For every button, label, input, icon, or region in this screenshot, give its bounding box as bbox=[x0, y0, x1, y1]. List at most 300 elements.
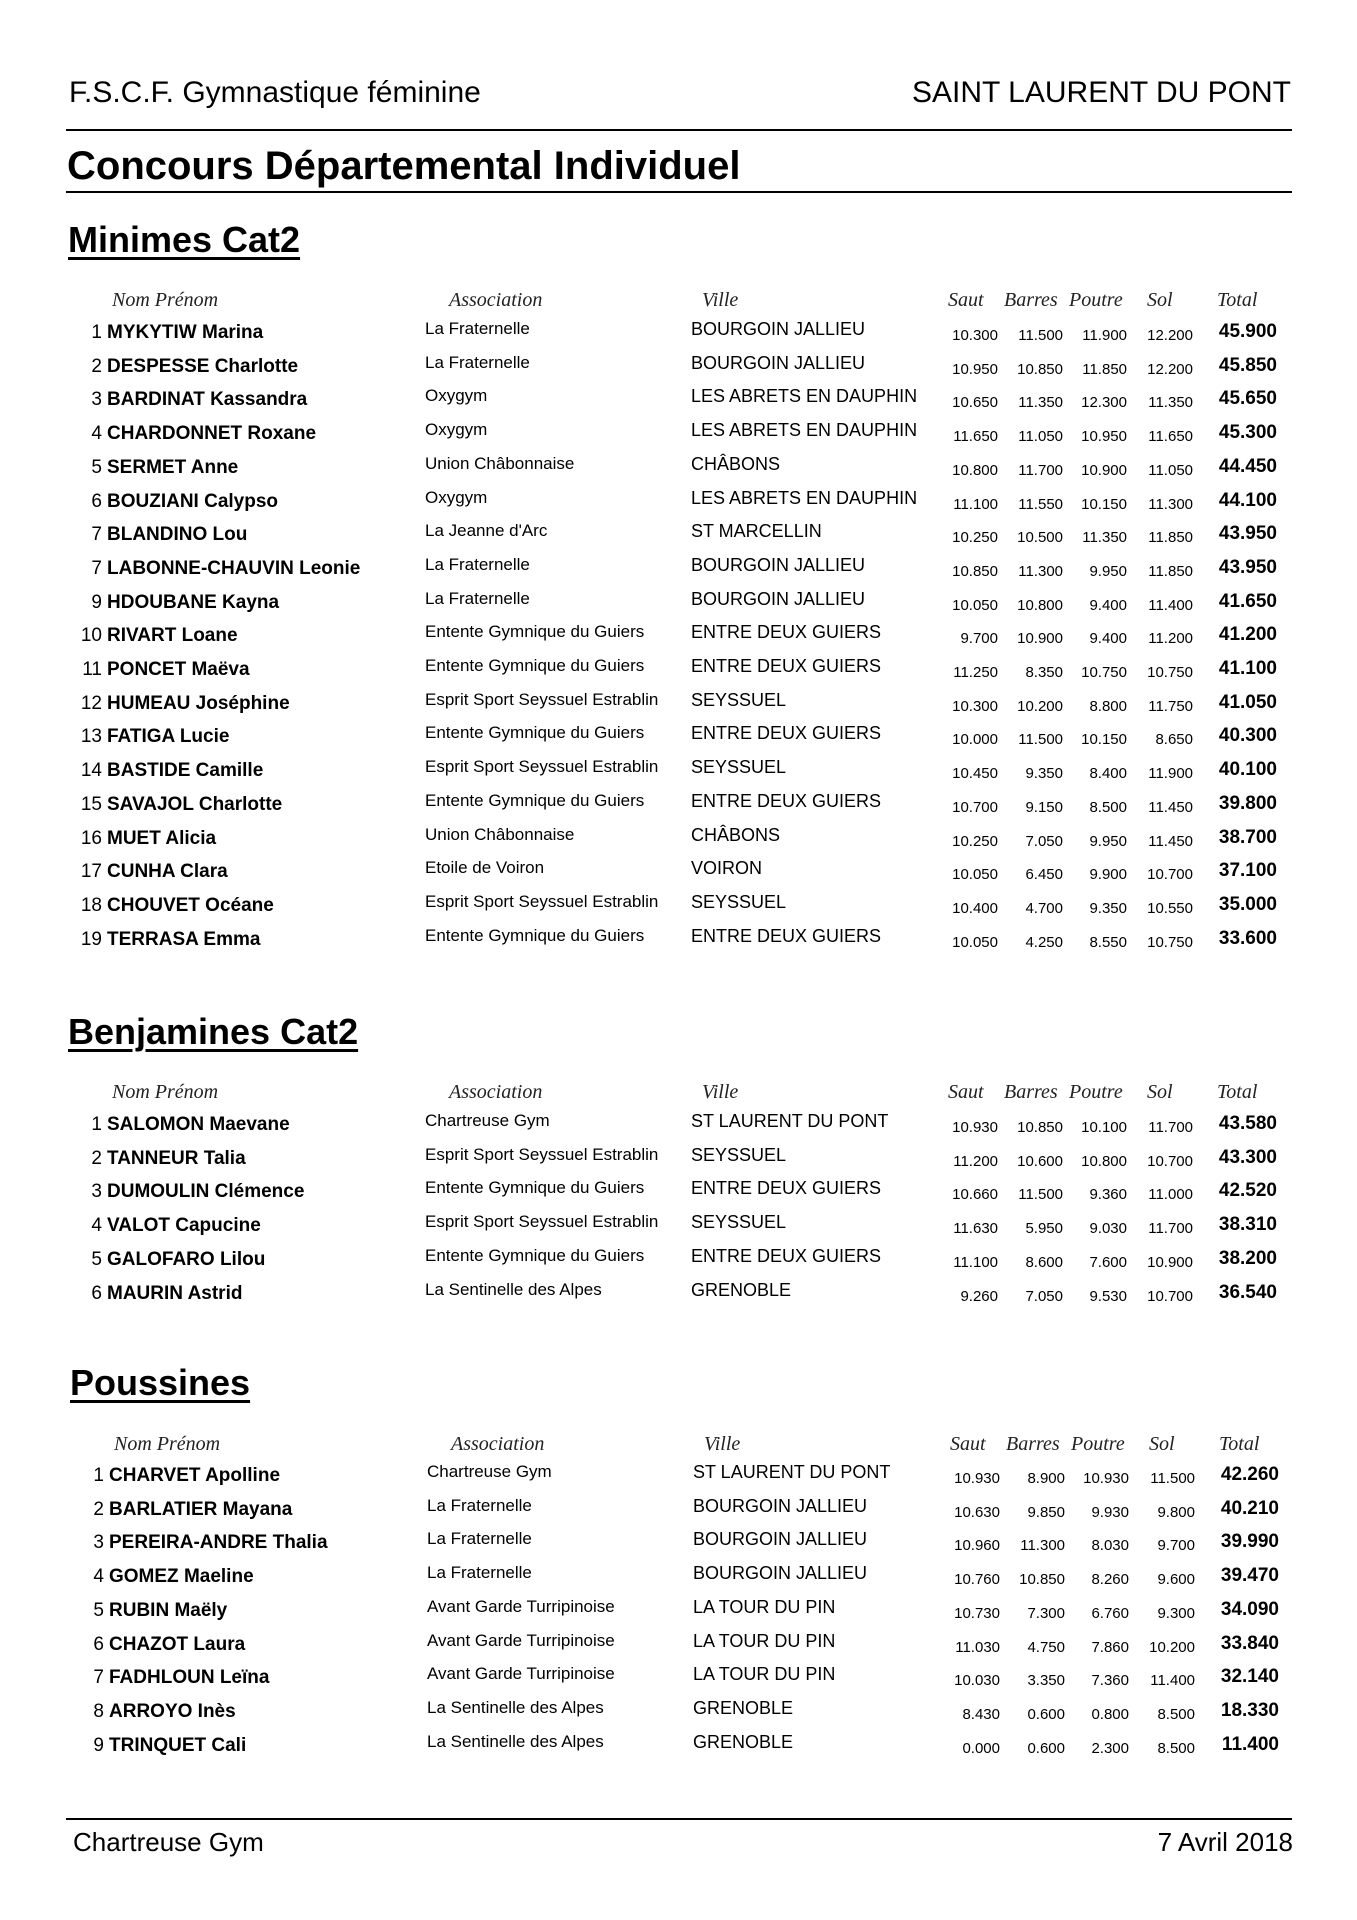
cell-rank: 2 bbox=[91, 1147, 102, 1169]
cell-sol: 9.800 bbox=[1157, 1503, 1195, 1521]
title-rule bbox=[66, 191, 1292, 193]
cell-saut: 10.960 bbox=[954, 1537, 1000, 1555]
cell-sol: 11.400 bbox=[1148, 596, 1193, 614]
cell-saut: 10.250 bbox=[952, 529, 998, 547]
table-row bbox=[0, 1178, 1357, 1212]
cell-saut: 10.300 bbox=[952, 697, 998, 715]
cell-total: 45.650 bbox=[1218, 388, 1277, 410]
cell-sol: 10.550 bbox=[1147, 899, 1193, 917]
cell-sol: 11.200 bbox=[1148, 630, 1193, 648]
cell-barres: 10.850 bbox=[1019, 1571, 1065, 1589]
cell-poutre: 10.100 bbox=[1081, 1119, 1127, 1136]
table-row bbox=[0, 690, 1357, 724]
cell-poutre: 7.600 bbox=[1089, 1253, 1127, 1271]
cell-sol: 11.700 bbox=[1148, 1220, 1193, 1238]
cell-total: 33.600 bbox=[1218, 927, 1277, 949]
cell-saut: 11.030 bbox=[955, 1638, 1000, 1656]
cell-saut: 10.930 bbox=[952, 1119, 998, 1136]
table-row bbox=[0, 488, 1357, 522]
cell-name: PEREIRA-ANDRE Thalia bbox=[109, 1532, 328, 1554]
cell-rank: 3 bbox=[91, 1181, 102, 1203]
cell-rank: 13 bbox=[80, 726, 102, 748]
column-header-association: Association bbox=[449, 289, 543, 311]
cell-total: 39.800 bbox=[1218, 792, 1277, 814]
cell-name: LABONNE-CHAUVIN Leonie bbox=[107, 557, 361, 579]
cell-name: BOUZIANI Calypso bbox=[107, 490, 279, 512]
cell-poutre: 0.800 bbox=[1091, 1705, 1129, 1723]
cell-sol: 10.700 bbox=[1147, 1287, 1193, 1305]
cell-ville: ENTRE DEUX GUIERS bbox=[691, 723, 882, 744]
cell-name: GOMEZ Maeline bbox=[109, 1566, 254, 1588]
table-row bbox=[0, 1212, 1357, 1246]
cell-total: 44.100 bbox=[1218, 489, 1277, 511]
cell-name: MUET Alicia bbox=[107, 827, 217, 849]
cell-barres: 4.750 bbox=[1027, 1638, 1065, 1656]
cell-saut: 10.300 bbox=[952, 327, 998, 344]
cell-total: 41.650 bbox=[1218, 590, 1277, 612]
cell-sol: 11.850 bbox=[1148, 529, 1193, 547]
column-header-association: Association bbox=[449, 1081, 543, 1103]
table-row bbox=[0, 825, 1357, 859]
cell-saut: 10.450 bbox=[952, 765, 998, 783]
cell-poutre: 2.300 bbox=[1091, 1739, 1129, 1757]
cell-barres: 8.350 bbox=[1025, 664, 1063, 681]
cell-total: 39.990 bbox=[1220, 1531, 1279, 1553]
cell-total: 43.950 bbox=[1218, 556, 1277, 578]
cell-poutre: 12.300 bbox=[1081, 394, 1127, 412]
cell-barres: 11.500 bbox=[1018, 327, 1063, 344]
cell-name: PONCET Maëva bbox=[107, 659, 250, 680]
cell-rank: 7 bbox=[91, 524, 102, 546]
header-left: F.S.C.F. Gymnastique féminine bbox=[69, 76, 481, 109]
cell-name: BARDINAT Kassandra bbox=[107, 389, 308, 411]
table-row bbox=[0, 1280, 1357, 1314]
cell-rank: 8 bbox=[93, 1700, 104, 1722]
cell-name: CHARVET Apolline bbox=[109, 1465, 281, 1486]
cell-poutre: 9.400 bbox=[1089, 630, 1127, 648]
cell-poutre: 9.950 bbox=[1089, 562, 1127, 580]
cell-ville: ENTRE DEUX GUIERS bbox=[691, 656, 882, 676]
cell-sol: 12.200 bbox=[1147, 327, 1193, 344]
table-row bbox=[2, 1563, 1357, 1597]
cell-ville: ST LAURENT DU PONT bbox=[691, 1111, 889, 1131]
cell-total: 38.700 bbox=[1218, 826, 1277, 848]
ranking-section bbox=[0, 218, 1357, 951]
cell-ville: LES ABRETS EN DAUPHIN bbox=[691, 487, 918, 508]
cell-poutre: 10.930 bbox=[1083, 1470, 1129, 1487]
cell-total: 45.850 bbox=[1218, 354, 1277, 376]
column-header-ville: Ville bbox=[704, 1433, 741, 1455]
footer-rule bbox=[66, 1818, 1292, 1820]
cell-name: FADHLOUN Leïna bbox=[109, 1667, 270, 1689]
table-row bbox=[0, 757, 1357, 791]
table-row bbox=[0, 1246, 1357, 1280]
cell-association: La Fraternelle bbox=[427, 1495, 532, 1515]
cell-sol: 10.700 bbox=[1147, 1152, 1193, 1170]
cell-barres: 11.300 bbox=[1020, 1537, 1065, 1555]
column-header-name: Nom Prénom bbox=[114, 1433, 221, 1455]
table-row bbox=[2, 1597, 1357, 1631]
cell-poutre: 11.900 bbox=[1082, 327, 1127, 344]
cell-barres: 0.600 bbox=[1027, 1739, 1065, 1757]
cell-association: La Fraternelle bbox=[425, 554, 530, 574]
cell-poutre: 9.950 bbox=[1089, 832, 1127, 850]
cell-poutre: 10.150 bbox=[1081, 731, 1127, 749]
column-header-poutre: Poutre bbox=[1071, 1433, 1125, 1455]
cell-association: La Fraternelle bbox=[425, 352, 530, 372]
cell-saut: 10.950 bbox=[952, 360, 998, 378]
cell-saut: 10.800 bbox=[952, 461, 998, 479]
cell-ville: BOURGOIN JALLIEU bbox=[691, 319, 866, 339]
cell-name: CUNHA Clara bbox=[107, 861, 228, 883]
cell-total: 39.470 bbox=[1220, 1565, 1279, 1587]
cell-poutre: 10.750 bbox=[1081, 664, 1127, 681]
column-header-sol: Sol bbox=[1149, 1433, 1175, 1455]
cell-rank: 1 bbox=[91, 322, 102, 343]
cell-saut: 10.400 bbox=[952, 899, 998, 917]
cell-poutre: 9.030 bbox=[1089, 1220, 1127, 1238]
cell-poutre: 9.400 bbox=[1089, 596, 1127, 614]
column-header-saut: Saut bbox=[948, 1081, 984, 1103]
cell-total: 42.520 bbox=[1218, 1180, 1277, 1202]
cell-ville: ST MARCELLIN bbox=[691, 521, 822, 542]
cell-rank: 5 bbox=[93, 1599, 104, 1621]
cell-name: TANNEUR Talia bbox=[107, 1147, 246, 1169]
cell-ville: GRENOBLE bbox=[693, 1731, 794, 1752]
cell-name: RIVART Loane bbox=[107, 625, 238, 647]
cell-rank: 5 bbox=[91, 1248, 102, 1270]
cell-saut: 11.100 bbox=[953, 1253, 998, 1271]
table-row bbox=[0, 319, 1357, 353]
cell-sol: 9.700 bbox=[1157, 1537, 1195, 1555]
cell-total: 36.540 bbox=[1218, 1281, 1277, 1303]
cell-rank: 5 bbox=[91, 456, 102, 478]
cell-association: Avant Garde Turripinoise bbox=[427, 1664, 615, 1684]
cell-name: BLANDINO Lou bbox=[107, 524, 248, 546]
cell-saut: 10.030 bbox=[954, 1672, 1000, 1690]
cell-saut: 11.630 bbox=[953, 1220, 998, 1238]
cell-sol: 11.500 bbox=[1150, 1470, 1195, 1487]
table-row bbox=[0, 723, 1357, 757]
cell-poutre: 8.400 bbox=[1089, 765, 1127, 783]
cell-association: Oxygym bbox=[425, 386, 488, 406]
cell-poutre: 9.360 bbox=[1089, 1186, 1127, 1204]
cell-association: Esprit Sport Seyssuel Estrablin bbox=[425, 757, 659, 777]
cell-saut: 10.650 bbox=[952, 394, 998, 412]
cell-barres: 8.900 bbox=[1027, 1470, 1065, 1487]
cell-association: Chartreuse Gym bbox=[427, 1462, 552, 1481]
cell-poutre: 8.550 bbox=[1089, 933, 1127, 951]
cell-name: TERRASA Emma bbox=[107, 928, 261, 950]
cell-rank: 11 bbox=[82, 659, 102, 680]
cell-poutre: 10.800 bbox=[1081, 1152, 1127, 1170]
cell-sol: 10.750 bbox=[1147, 664, 1193, 681]
cell-rank: 15 bbox=[80, 793, 102, 815]
column-header-total: Total bbox=[1219, 1433, 1260, 1455]
cell-ville: VOIRON bbox=[691, 858, 763, 879]
column-header-saut: Saut bbox=[948, 289, 984, 311]
cell-rank: 17 bbox=[80, 861, 102, 883]
cell-association: Esprit Sport Seyssuel Estrablin bbox=[425, 1212, 659, 1232]
cell-association: Esprit Sport Seyssuel Estrablin bbox=[425, 1144, 659, 1164]
cell-barres: 10.200 bbox=[1017, 697, 1063, 715]
cell-name: DESPESSE Charlotte bbox=[107, 355, 299, 377]
cell-total: 44.450 bbox=[1218, 455, 1277, 477]
cell-ville: ENTRE DEUX GUIERS bbox=[691, 1178, 882, 1199]
cell-poutre: 11.350 bbox=[1082, 529, 1127, 547]
cell-association: Avant Garde Turripinoise bbox=[427, 1596, 615, 1616]
cell-barres: 7.050 bbox=[1025, 1287, 1063, 1305]
cell-name: HUMEAU Joséphine bbox=[107, 692, 290, 714]
column-header-sol: Sol bbox=[1147, 289, 1173, 311]
column-header-ville: Ville bbox=[702, 289, 739, 311]
cell-total: 38.200 bbox=[1218, 1247, 1277, 1269]
cell-poutre: 10.150 bbox=[1081, 495, 1127, 513]
cell-sol: 12.200 bbox=[1147, 360, 1193, 378]
cell-association: Etoile de Voiron bbox=[425, 858, 545, 878]
cell-saut: 10.250 bbox=[952, 832, 998, 850]
cell-name: SALOMON Maevane bbox=[107, 1114, 290, 1135]
cell-name: SERMET Anne bbox=[107, 456, 239, 478]
column-header-barres: Barres bbox=[1004, 289, 1058, 311]
cell-poutre: 8.260 bbox=[1091, 1571, 1129, 1589]
cell-barres: 10.800 bbox=[1017, 596, 1063, 614]
cell-rank: 1 bbox=[93, 1465, 104, 1486]
cell-saut: 10.000 bbox=[952, 731, 998, 749]
cell-poutre: 8.500 bbox=[1089, 798, 1127, 816]
cell-ville: BOURGOIN JALLIEU bbox=[691, 352, 866, 373]
cell-total: 40.300 bbox=[1218, 725, 1277, 747]
table-row bbox=[0, 386, 1357, 420]
cell-ville: ENTRE DEUX GUIERS bbox=[691, 790, 882, 811]
cell-ville: GRENOBLE bbox=[693, 1697, 794, 1718]
cell-total: 35.000 bbox=[1218, 893, 1277, 915]
cell-rank: 3 bbox=[93, 1532, 104, 1554]
cell-saut: 9.260 bbox=[960, 1287, 998, 1305]
cell-association: La Fraternelle bbox=[425, 319, 530, 338]
cell-ville: LA TOUR DU PIN bbox=[693, 1596, 836, 1617]
cell-association: Entente Gymnique du Guiers bbox=[425, 790, 645, 810]
cell-association: Oxygym bbox=[425, 487, 488, 507]
column-header-poutre: Poutre bbox=[1069, 289, 1123, 311]
cell-barres: 10.600 bbox=[1017, 1152, 1063, 1170]
cell-rank: 6 bbox=[93, 1633, 104, 1655]
cell-ville: ENTRE DEUX GUIERS bbox=[691, 1245, 882, 1266]
cell-name: BASTIDE Camille bbox=[107, 760, 264, 782]
cell-saut: 10.850 bbox=[952, 562, 998, 580]
cell-rank: 3 bbox=[91, 389, 102, 411]
cell-barres: 9.350 bbox=[1025, 765, 1063, 783]
cell-rank: 7 bbox=[93, 1667, 104, 1689]
cell-poutre: 9.530 bbox=[1089, 1287, 1127, 1305]
cell-association: Entente Gymnique du Guiers bbox=[425, 656, 645, 675]
cell-sol: 11.700 bbox=[1148, 1119, 1193, 1136]
cell-sol: 11.350 bbox=[1148, 394, 1193, 412]
cell-sol: 10.750 bbox=[1147, 933, 1193, 951]
cell-rank: 16 bbox=[80, 827, 102, 849]
footer-left: Chartreuse Gym bbox=[73, 1827, 264, 1857]
cell-poutre: 10.900 bbox=[1081, 461, 1127, 479]
cell-barres: 4.250 bbox=[1025, 933, 1063, 951]
cell-barres: 10.850 bbox=[1017, 360, 1063, 378]
cell-association: Avant Garde Turripinoise bbox=[427, 1630, 615, 1650]
cell-barres: 11.050 bbox=[1018, 428, 1063, 446]
cell-association: La Fraternelle bbox=[427, 1529, 532, 1549]
cell-ville: SEYSSUEL bbox=[691, 757, 787, 778]
cell-sol: 11.650 bbox=[1148, 428, 1193, 446]
column-header-total: Total bbox=[1217, 1081, 1258, 1103]
column-header-sol: Sol bbox=[1147, 1081, 1173, 1103]
cell-ville: SEYSSUEL bbox=[691, 1212, 787, 1233]
cell-sol: 11.900 bbox=[1148, 765, 1193, 783]
cell-total: 42.260 bbox=[1220, 1464, 1279, 1485]
cell-total: 11.400 bbox=[1221, 1733, 1279, 1755]
table-row bbox=[0, 454, 1357, 488]
cell-barres: 7.300 bbox=[1027, 1604, 1065, 1622]
column-header-total: Total bbox=[1217, 289, 1258, 311]
cell-poutre: 6.760 bbox=[1091, 1604, 1129, 1622]
cell-association: La Fraternelle bbox=[425, 588, 530, 608]
table-row bbox=[0, 858, 1357, 892]
cell-barres: 10.850 bbox=[1017, 1119, 1063, 1136]
table-row bbox=[2, 1496, 1357, 1530]
cell-saut: 11.650 bbox=[953, 428, 998, 446]
cell-total: 34.090 bbox=[1220, 1598, 1279, 1620]
cell-barres: 11.500 bbox=[1018, 731, 1063, 749]
cell-name: TRINQUET Cali bbox=[109, 1734, 247, 1756]
cell-ville: BOURGOIN JALLIEU bbox=[693, 1563, 868, 1584]
cell-rank: 18 bbox=[80, 894, 102, 916]
cell-association: Esprit Sport Seyssuel Estrablin bbox=[425, 689, 659, 709]
cell-name: MAURIN Astrid bbox=[107, 1282, 243, 1304]
cell-ville: BOURGOIN JALLIEU bbox=[693, 1529, 868, 1550]
cell-saut: 10.050 bbox=[952, 933, 998, 951]
cell-total: 45.900 bbox=[1218, 321, 1277, 342]
cell-rank: 2 bbox=[93, 1498, 104, 1520]
cell-saut: 10.660 bbox=[952, 1186, 998, 1204]
cell-saut: 9.700 bbox=[960, 630, 998, 648]
cell-total: 32.140 bbox=[1220, 1666, 1279, 1688]
cell-rank: 10 bbox=[80, 625, 102, 647]
cell-association: Entente Gymnique du Guiers bbox=[425, 1245, 645, 1265]
column-header-barres: Barres bbox=[1006, 1433, 1060, 1455]
cell-rank: 4 bbox=[91, 423, 102, 445]
table-row bbox=[2, 1529, 1357, 1563]
cell-poutre: 7.360 bbox=[1091, 1672, 1129, 1690]
cell-ville: SEYSSUEL bbox=[691, 689, 787, 710]
cell-barres: 11.350 bbox=[1018, 394, 1063, 412]
section-title: Poussines bbox=[70, 1362, 251, 1403]
cell-name: FATIGA Lucie bbox=[107, 726, 230, 748]
table-row bbox=[0, 892, 1357, 926]
cell-ville: ENTRE DEUX GUIERS bbox=[691, 622, 882, 643]
cell-barres: 4.700 bbox=[1025, 899, 1063, 917]
table-row bbox=[0, 1145, 1357, 1179]
cell-total: 41.050 bbox=[1218, 691, 1277, 713]
cell-saut: 10.930 bbox=[954, 1470, 1000, 1487]
cell-sol: 8.500 bbox=[1157, 1705, 1195, 1723]
cell-saut: 10.050 bbox=[952, 596, 998, 614]
cell-rank: 14 bbox=[80, 760, 102, 782]
cell-sol: 10.200 bbox=[1149, 1638, 1195, 1656]
cell-name: CHAZOT Laura bbox=[109, 1633, 246, 1655]
cell-association: La Sentinelle des Alpes bbox=[427, 1697, 604, 1717]
cell-total: 33.840 bbox=[1220, 1632, 1279, 1654]
cell-total: 37.100 bbox=[1218, 860, 1277, 882]
cell-association: La Jeanne d'Arc bbox=[425, 521, 548, 541]
cell-saut: 10.700 bbox=[952, 798, 998, 816]
cell-rank: 9 bbox=[93, 1734, 104, 1756]
cell-sol: 11.000 bbox=[1148, 1186, 1193, 1204]
cell-rank: 1 bbox=[91, 1114, 102, 1135]
cell-rank: 4 bbox=[93, 1566, 104, 1588]
cell-total: 41.200 bbox=[1218, 624, 1277, 646]
cell-association: Entente Gymnique du Guiers bbox=[425, 925, 645, 945]
cell-saut: 10.050 bbox=[952, 866, 998, 884]
cell-ville: SEYSSUEL bbox=[691, 1144, 787, 1165]
cell-saut: 10.760 bbox=[954, 1571, 1000, 1589]
cell-ville: SEYSSUEL bbox=[691, 891, 787, 912]
cell-saut: 11.250 bbox=[953, 664, 998, 681]
table-row bbox=[0, 555, 1357, 589]
column-header-saut: Saut bbox=[950, 1433, 986, 1455]
cell-ville: GRENOBLE bbox=[691, 1279, 792, 1300]
cell-association: La Sentinelle des Alpes bbox=[427, 1731, 604, 1751]
cell-poutre: 9.930 bbox=[1091, 1503, 1129, 1521]
cell-rank: 9 bbox=[91, 591, 102, 613]
cell-association: Entente Gymnique du Guiers bbox=[425, 1178, 645, 1198]
cell-sol: 9.300 bbox=[1157, 1604, 1195, 1622]
cell-sol: 11.400 bbox=[1150, 1672, 1195, 1690]
cell-sol: 8.500 bbox=[1157, 1739, 1195, 1757]
cell-barres: 5.950 bbox=[1025, 1220, 1063, 1238]
cell-saut: 10.630 bbox=[954, 1503, 1000, 1521]
cell-rank: 6 bbox=[91, 490, 102, 512]
cell-sol: 11.050 bbox=[1148, 461, 1193, 479]
cell-poutre: 11.850 bbox=[1082, 360, 1127, 378]
cell-sol: 11.750 bbox=[1148, 697, 1193, 715]
column-header-poutre: Poutre bbox=[1069, 1081, 1123, 1103]
ranking-section bbox=[2, 1361, 1357, 1781]
cell-barres: 6.450 bbox=[1025, 866, 1063, 884]
cell-total: 43.580 bbox=[1218, 1113, 1277, 1134]
column-header-barres: Barres bbox=[1004, 1081, 1058, 1103]
cell-name: HDOUBANE Kayna bbox=[107, 591, 280, 613]
cell-name: CHARDONNET Roxane bbox=[107, 423, 317, 445]
cell-total: 38.310 bbox=[1218, 1214, 1277, 1236]
cell-poutre: 10.950 bbox=[1081, 428, 1127, 446]
cell-sol: 11.450 bbox=[1148, 798, 1193, 816]
column-header-name: Nom Prénom bbox=[112, 289, 219, 311]
cell-rank: 6 bbox=[91, 1282, 102, 1304]
cell-barres: 3.350 bbox=[1027, 1672, 1065, 1690]
cell-sol: 11.450 bbox=[1148, 832, 1193, 850]
section-title: Minimes Cat2 bbox=[68, 219, 301, 260]
header-right: SAINT LAURENT DU PONT bbox=[912, 76, 1291, 109]
table-row bbox=[0, 521, 1357, 555]
cell-saut: 10.730 bbox=[954, 1604, 1000, 1622]
cell-name: SAVAJOL Charlotte bbox=[107, 793, 283, 815]
cell-rank: 4 bbox=[91, 1215, 102, 1237]
column-header-association: Association bbox=[451, 1433, 545, 1455]
cell-ville: BOURGOIN JALLIEU bbox=[691, 554, 866, 575]
cell-name: RUBIN Maëly bbox=[109, 1599, 228, 1621]
cell-association: La Fraternelle bbox=[427, 1563, 532, 1583]
cell-rank: 19 bbox=[80, 928, 102, 950]
cell-association: Entente Gymnique du Guiers bbox=[425, 723, 645, 743]
cell-name: DUMOULIN Clémence bbox=[107, 1181, 305, 1203]
cell-barres: 11.300 bbox=[1018, 562, 1063, 580]
